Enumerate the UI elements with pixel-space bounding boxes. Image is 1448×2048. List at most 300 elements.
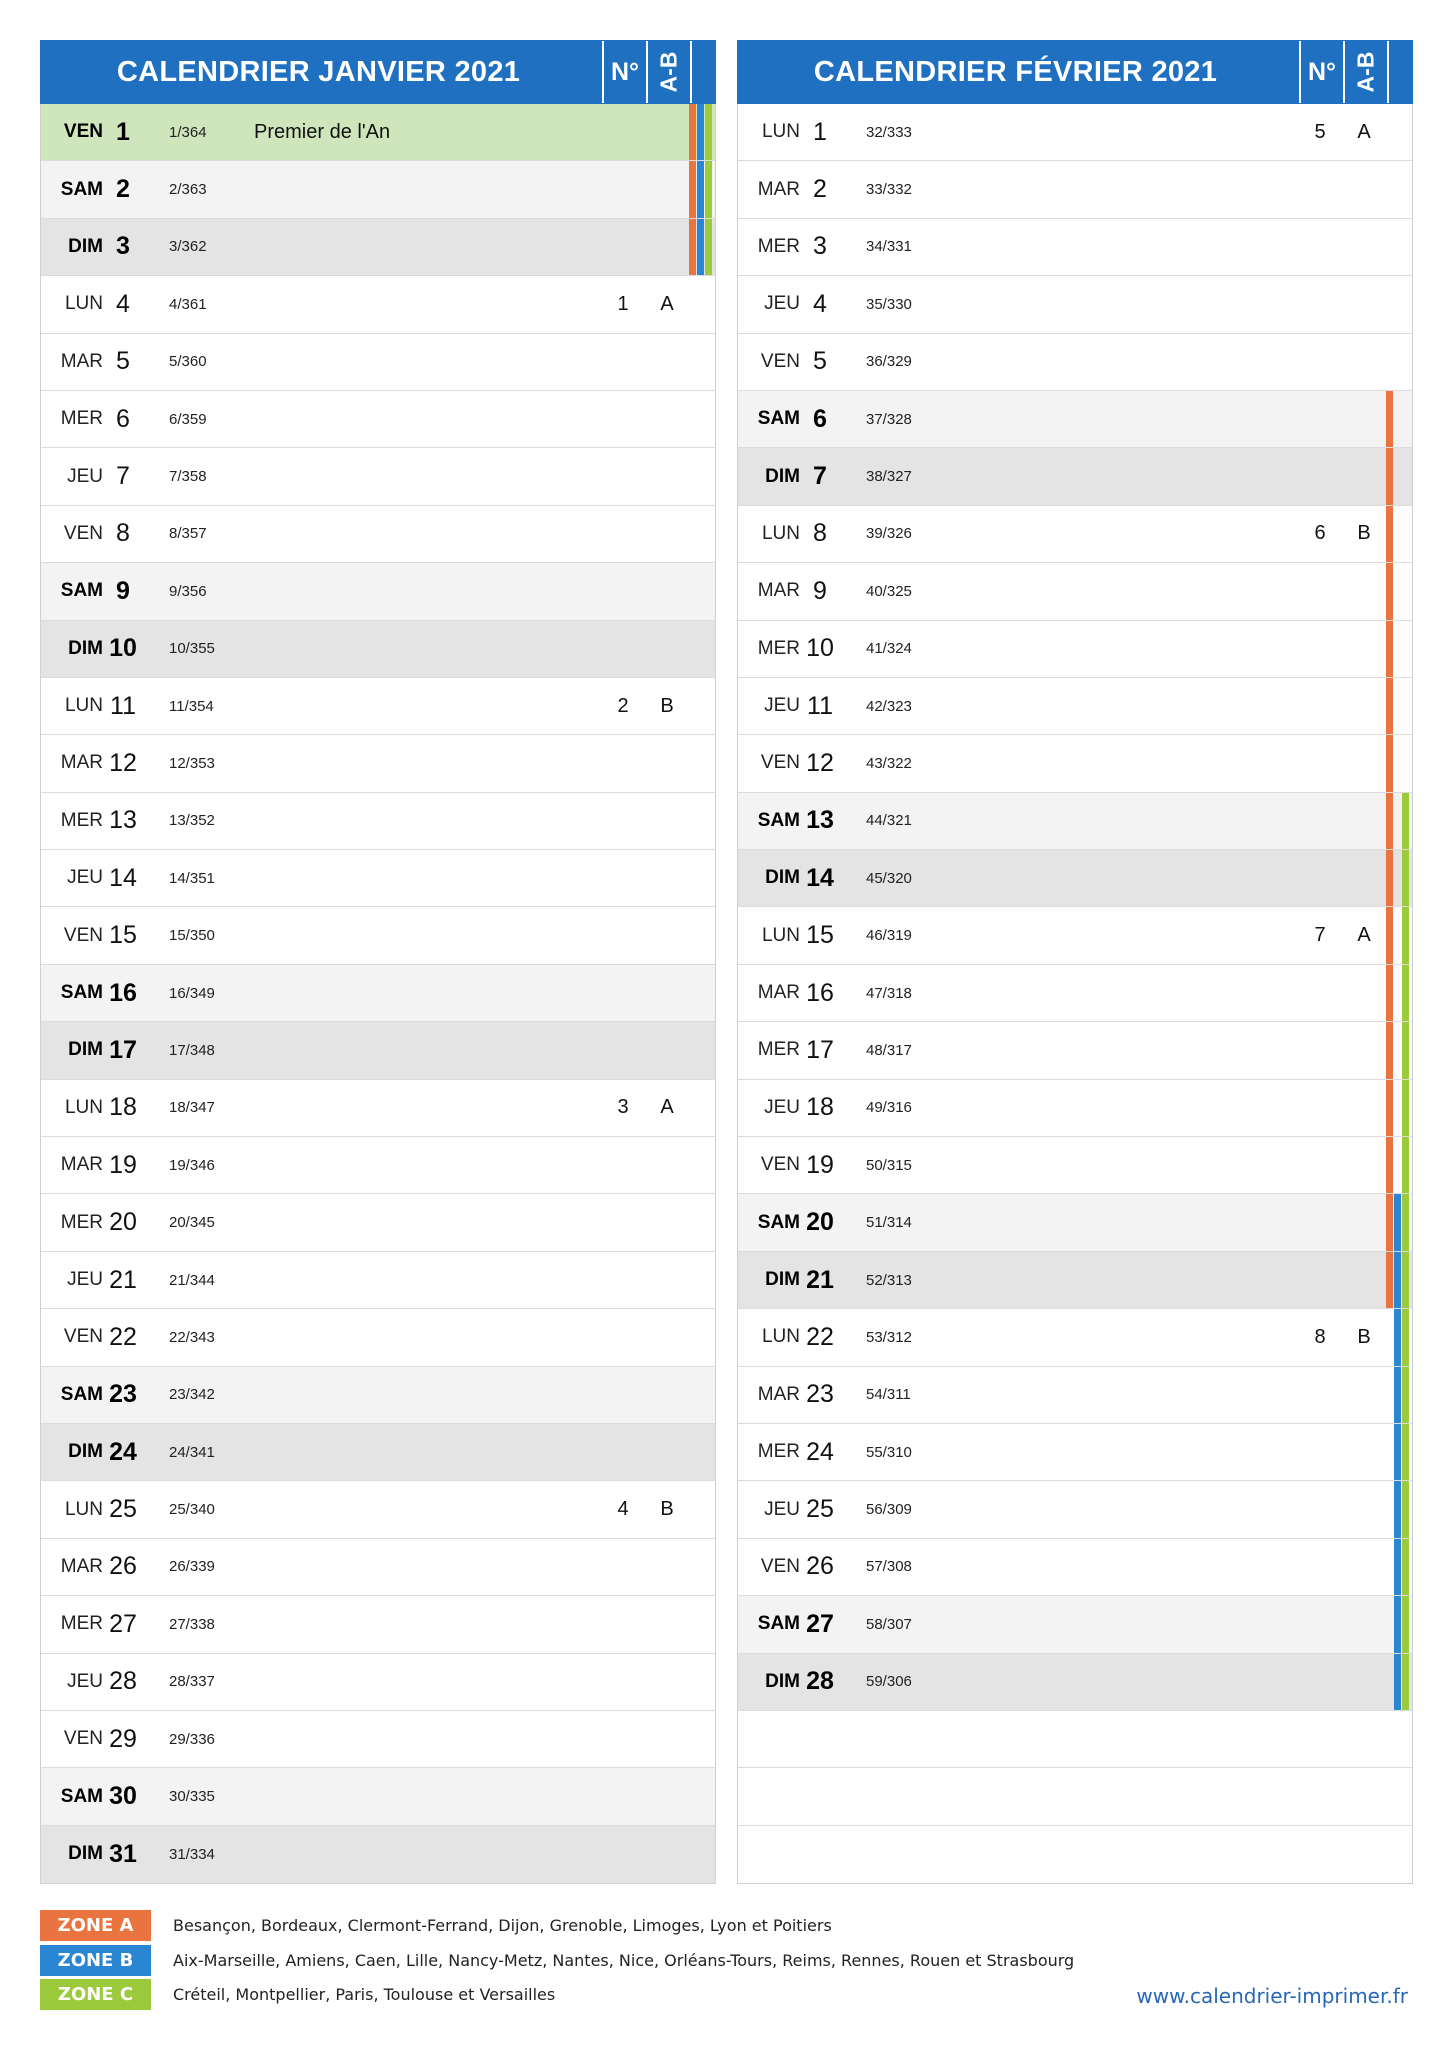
zone-a-holiday-bar [1386, 391, 1393, 447]
day-row [738, 850, 1412, 907]
day-of-year: 34/331 [866, 238, 912, 256]
day-row [41, 276, 715, 333]
day-row [41, 448, 715, 505]
zone-c-holiday-bar [1402, 965, 1409, 1021]
day-of-week: JEU [764, 293, 800, 315]
day-number: 4 [813, 289, 827, 318]
day-row [41, 1424, 715, 1481]
day-of-year: 44/321 [866, 812, 912, 830]
day-number: 3 [116, 232, 130, 261]
calendar-title: CALENDRIER JANVIER 2021 [116, 56, 521, 88]
calendar-header [40, 40, 716, 104]
day-of-week: SAM [60, 178, 103, 200]
day-of-week: MER [60, 809, 103, 831]
day-of-week: DIM [68, 637, 103, 659]
zone-b-holiday-bar [697, 219, 704, 275]
empty-row [738, 1768, 1412, 1825]
day-number: 15 [109, 921, 137, 950]
day-of-week: MAR [60, 752, 103, 774]
day-of-week: JEU [67, 1269, 103, 1290]
day-of-year: 35/330 [866, 295, 912, 313]
day-of-year: 41/324 [866, 640, 912, 658]
zone-a-holiday-bar [1386, 563, 1393, 619]
day-of-year: 26/339 [169, 1558, 215, 1576]
day-number: 4 [116, 289, 130, 318]
zone-a-holiday-bar [1386, 965, 1393, 1021]
day-of-week: MAR [757, 982, 800, 1004]
day-of-week [738, 1711, 800, 1767]
day-of-week: MAR [757, 1383, 800, 1405]
day-of-week: VEN [760, 1555, 800, 1577]
day-of-week: MER [60, 408, 103, 430]
day-of-week: SAM [60, 982, 103, 1004]
zone-b-holiday-bar [1394, 1194, 1401, 1250]
day-of-year: 29/336 [169, 1730, 215, 1748]
day-of-year: 15/350 [169, 927, 215, 945]
day-row [738, 1194, 1412, 1251]
day-of-week: SAM [757, 809, 800, 831]
day-of-year: 25/340 [169, 1501, 215, 1519]
day-row [41, 1654, 715, 1711]
day-number: 15 [806, 921, 834, 950]
day-number: 22 [109, 1322, 137, 1351]
day-of-year: 14/351 [169, 869, 215, 887]
day-number: 18 [806, 1093, 834, 1122]
zone-a-cities: Besançon, Bordeaux, Clermont-Ferrand, Dijon, Grenoble, Limoges, Lyon et Poitiers [173, 1916, 832, 1935]
week-ab: A [1357, 924, 1371, 947]
legend-zone-b [40, 1943, 1410, 1978]
day-of-week: DIM [765, 1269, 800, 1290]
day-row [41, 161, 715, 218]
day-of-year: 7/358 [169, 468, 207, 486]
day-row [41, 735, 715, 792]
day-of-week: JEU [67, 465, 103, 487]
week-ab: B [1357, 522, 1371, 545]
day-row [738, 621, 1412, 678]
day-row [41, 621, 715, 678]
day-row [41, 1826, 715, 1883]
day-of-year: 16/349 [169, 984, 215, 1002]
day-row [41, 391, 715, 448]
day-number: 1 [813, 117, 827, 146]
day-of-year: 24/341 [169, 1443, 215, 1461]
day-of-year: 10/355 [169, 640, 215, 658]
zone-c-holiday-bar [1402, 1309, 1409, 1365]
day-of-week: VEN [760, 752, 800, 774]
day-row [738, 1654, 1412, 1711]
day-row [41, 104, 715, 161]
zone-a-holiday-bar [1386, 1194, 1393, 1250]
day-of-week: JEU [764, 695, 800, 717]
day-number: 7 [116, 462, 130, 491]
day-of-year: 38/327 [866, 468, 912, 486]
day-of-week: VEN [63, 121, 103, 143]
day-row [738, 1137, 1412, 1194]
calendar-days [737, 104, 1413, 1884]
zone-b-cities: Aix-Marseille, Amiens, Caen, Lille, Nancy-Metz, Nantes, Nice, Orléans-Tours, Reims, Rennes, Rouen et Strasbourg [173, 1950, 1075, 1970]
day-of-week: LUN [761, 1326, 800, 1348]
day-of-year: 55/310 [866, 1443, 912, 1461]
day-number: 14 [806, 863, 834, 892]
day-number: 24 [806, 1437, 834, 1466]
day-number: 24 [109, 1437, 137, 1466]
empty-row [738, 1711, 1412, 1768]
day-of-year: 50/315 [866, 1156, 912, 1174]
day-number: 26 [806, 1552, 834, 1581]
day-row [738, 1022, 1412, 1079]
day-row [738, 1481, 1412, 1538]
day-row [41, 965, 715, 1022]
week-ab: A [660, 1096, 674, 1119]
zone-c-holiday-bar [1402, 1022, 1409, 1078]
day-of-week: SAM [757, 408, 800, 430]
day-of-week: MAR [757, 178, 800, 200]
day-of-week: DIM [68, 1843, 103, 1865]
day-of-year: 54/311 [866, 1386, 911, 1404]
day-of-year: 43/322 [866, 754, 912, 772]
calendar-days [40, 104, 716, 1884]
zone-a-holiday-bar [689, 161, 696, 217]
day-of-week: JEU [67, 1670, 103, 1692]
day-number: 21 [109, 1265, 137, 1294]
zone-b-holiday-bar [1394, 1539, 1401, 1595]
day-number: 20 [109, 1208, 137, 1237]
day-of-year: 21/344 [169, 1271, 215, 1289]
day-of-year: 1/364 [169, 123, 207, 141]
day-of-week: JEU [764, 1096, 800, 1118]
day-of-year: 48/317 [866, 1041, 912, 1059]
day-of-week: MER [60, 1211, 103, 1233]
day-of-year: 58/307 [866, 1615, 912, 1633]
day-of-year: 57/308 [866, 1558, 912, 1576]
day-of-week: VEN [63, 522, 103, 544]
day-number: 23 [806, 1380, 834, 1409]
zone-c-holiday-bar [1402, 793, 1409, 849]
zone-c-holiday-bar [1402, 1194, 1409, 1250]
zone-c-holiday-bar [1402, 1539, 1409, 1595]
day-number: 20 [806, 1208, 834, 1237]
day-row [738, 1080, 1412, 1137]
day-row [41, 1252, 715, 1309]
day-of-year: 20/345 [169, 1214, 215, 1232]
day-row [738, 219, 1412, 276]
day-of-year: 31/334 [169, 1845, 215, 1863]
zone-a-holiday-bar [1386, 506, 1393, 562]
day-of-week: DIM [765, 867, 800, 889]
website-link[interactable]: www.calendrier-imprimer.fr [1136, 1984, 1408, 2008]
day-of-year: 2/363 [169, 181, 207, 199]
day-of-year: 6/359 [169, 410, 207, 428]
day-number: 19 [109, 1150, 137, 1179]
day-row [41, 1596, 715, 1653]
day-of-year: 5/360 [169, 353, 207, 371]
day-number: 9 [813, 576, 827, 605]
day-of-week: SAM [60, 580, 103, 602]
day-of-week: DIM [68, 1441, 103, 1463]
zone-b-holiday-bar [697, 161, 704, 217]
zone-a-holiday-bar [1386, 448, 1393, 504]
day-number: 11 [110, 691, 136, 720]
day-row [738, 391, 1412, 448]
week-ab: B [660, 694, 674, 717]
day-number: 10 [109, 634, 137, 663]
day-of-year: 27/338 [169, 1615, 215, 1633]
day-row [41, 1080, 715, 1137]
day-of-week: VEN [760, 1154, 800, 1176]
day-of-week: MER [757, 1039, 800, 1061]
week-number [602, 104, 644, 160]
day-row [41, 678, 715, 735]
zone-a-holiday-bar [1386, 1022, 1393, 1078]
zone-a-holiday-bar [1386, 678, 1393, 734]
day-of-week: LUN [64, 695, 103, 717]
day-row [738, 735, 1412, 792]
week-ab [646, 104, 688, 160]
day-row [738, 506, 1412, 563]
day-number: 27 [806, 1609, 834, 1638]
day-row [738, 965, 1412, 1022]
day-row [738, 793, 1412, 850]
day-number: 7 [813, 462, 827, 491]
day-of-week: SAM [60, 1383, 103, 1405]
day-number: 31 [109, 1839, 137, 1868]
day-number: 1 [116, 117, 130, 146]
day-number: 30 [109, 1782, 137, 1811]
zone-a-holiday-bar [1386, 907, 1393, 963]
day-number: 18 [109, 1093, 137, 1122]
day-of-year: 4/361 [169, 295, 207, 313]
day-row [41, 1539, 715, 1596]
day-number: 19 [806, 1150, 834, 1179]
day-of-year: 59/306 [866, 1673, 912, 1691]
day-of-week: JEU [764, 1498, 800, 1520]
day-of-year: 8/357 [169, 525, 207, 543]
zone-b-badge: ZONE B [40, 1945, 151, 1976]
zone-c-holiday-bar [1402, 1080, 1409, 1136]
zone-a-holiday-bar [1386, 793, 1393, 849]
day-number: 17 [109, 1035, 137, 1064]
week-number: 7 [1314, 924, 1326, 947]
day-row [738, 276, 1412, 333]
day-of-year: 28/337 [169, 1673, 215, 1691]
day-row [738, 334, 1412, 391]
day-row [738, 1252, 1412, 1309]
day-number: 2 [116, 175, 130, 204]
day-number: 8 [813, 519, 827, 548]
zone-a-holiday-bar [1386, 1080, 1393, 1136]
day-of-week: SAM [757, 1613, 800, 1635]
day-number: 12 [806, 748, 834, 777]
zone-c-holiday-bar [705, 104, 712, 160]
day-row [41, 563, 715, 620]
day-row [41, 850, 715, 907]
day-of-week: SAM [60, 1785, 103, 1807]
day-row [41, 1711, 715, 1768]
day-number [800, 1826, 840, 1883]
day-of-year: 36/329 [866, 353, 912, 371]
zone-c-holiday-bar [1402, 1252, 1409, 1308]
day-of-year: 13/352 [169, 812, 215, 830]
day-of-week: LUN [761, 121, 800, 143]
day-of-year: 30/335 [169, 1788, 215, 1806]
day-of-year: 17/348 [169, 1041, 215, 1059]
day-row [41, 1768, 715, 1825]
day-of-year: 39/326 [866, 525, 912, 543]
day-of-year: 32/333 [866, 123, 912, 141]
day-row [41, 907, 715, 964]
day-of-year: 42/323 [866, 697, 912, 715]
day-row [41, 1481, 715, 1538]
week-ab: A [660, 292, 674, 315]
zone-a-holiday-bar [1386, 1137, 1393, 1193]
zone-c-holiday-bar [1402, 1654, 1409, 1710]
day-number [800, 1711, 840, 1767]
day-of-week [738, 1768, 800, 1824]
day-number: 5 [116, 347, 130, 376]
day-number: 25 [109, 1495, 137, 1524]
day-row [738, 1424, 1412, 1481]
day-of-year: 52/313 [866, 1271, 912, 1289]
zone-b-holiday-bar [697, 104, 704, 160]
ab-header: A-B [1343, 41, 1389, 103]
day-row [41, 1194, 715, 1251]
day-of-week: MAR [60, 1555, 103, 1577]
day-row [738, 1367, 1412, 1424]
day-of-year: 37/328 [866, 410, 912, 428]
zone-a-holiday-bar [689, 104, 696, 160]
day-of-week: DIM [68, 235, 103, 257]
day-row [41, 506, 715, 563]
week-number: 2 [617, 694, 629, 717]
day-number: 5 [813, 347, 827, 376]
day-of-week: JEU [67, 867, 103, 889]
zone-b-holiday-bar [1394, 1367, 1401, 1423]
day-of-week: MER [757, 1441, 800, 1463]
zone-a-badge: ZONE A [40, 1910, 151, 1941]
day-of-week: VEN [63, 1728, 103, 1750]
day-of-week: DIM [68, 1039, 103, 1061]
zone-c-holiday-bar [1402, 850, 1409, 906]
calendar-title: CALENDRIER FÉVRIER 2021 [813, 56, 1218, 88]
day-number: 6 [116, 404, 130, 433]
day-number: 3 [813, 232, 827, 261]
day-of-year: 40/325 [866, 582, 912, 600]
zone-a-holiday-bar [1386, 735, 1393, 791]
zone-c-badge: ZONE C [40, 1979, 151, 2010]
day-of-year: 19/346 [169, 1156, 215, 1174]
week-ab: B [660, 1498, 674, 1521]
day-of-week: VEN [63, 924, 103, 946]
day-row [738, 907, 1412, 964]
day-of-week: MER [60, 1613, 103, 1635]
zone-b-holiday-bar [1394, 1596, 1401, 1652]
legend-zone-a [40, 1908, 1410, 1943]
day-row [738, 1596, 1412, 1653]
day-number [800, 1768, 840, 1824]
day-number: 13 [806, 806, 834, 835]
day-of-year: 49/316 [866, 1099, 912, 1117]
week-number-header: N° [602, 41, 646, 103]
calendar-january [40, 40, 716, 1884]
day-of-week: VEN [760, 350, 800, 372]
day-of-week: MAR [757, 580, 800, 602]
day-number: 12 [109, 748, 137, 777]
day-number: 14 [109, 863, 137, 892]
day-of-year: 53/312 [866, 1328, 912, 1346]
zone-b-holiday-bar [1394, 1309, 1401, 1365]
zone-c-holiday-bar [1402, 1596, 1409, 1652]
day-of-year: 45/320 [866, 869, 912, 887]
day-of-year: 9/356 [169, 582, 207, 600]
day-row [738, 1539, 1412, 1596]
zone-a-holiday-bar [1386, 621, 1393, 677]
day-row [738, 161, 1412, 218]
day-row [41, 334, 715, 391]
day-number: 13 [109, 806, 137, 835]
week-number-header: N° [1299, 41, 1343, 103]
event-label: Premier de l'An [254, 120, 391, 143]
day-row [738, 104, 1412, 161]
day-row [41, 1137, 715, 1194]
day-of-week: DIM [765, 1670, 800, 1692]
day-of-week [738, 1826, 800, 1883]
day-of-week: VEN [63, 1326, 103, 1348]
day-number: 6 [813, 404, 827, 433]
day-number: 9 [116, 576, 130, 605]
empty-row [738, 1826, 1412, 1883]
week-ab: B [1357, 1325, 1371, 1348]
day-of-year: 23/342 [169, 1386, 215, 1404]
zone-b-holiday-bar [1394, 1424, 1401, 1480]
zone-c-cities: Créteil, Montpellier, Paris, Toulouse et Versailles [173, 1985, 556, 2004]
day-of-week: MER [757, 235, 800, 257]
day-of-week: MER [757, 637, 800, 659]
zone-a-holiday-bar [1386, 1252, 1393, 1308]
week-number: 5 [1314, 120, 1326, 143]
day-row [738, 678, 1412, 735]
day-number: 16 [806, 978, 834, 1007]
day-number: 10 [806, 634, 834, 663]
day-number: 22 [806, 1322, 834, 1351]
calendar-february [737, 40, 1413, 1884]
zone-b-holiday-bar [1394, 1252, 1401, 1308]
day-number: 26 [109, 1552, 137, 1581]
day-row [738, 563, 1412, 620]
day-of-year: 12/353 [169, 754, 215, 772]
zone-c-holiday-bar [1402, 1424, 1409, 1480]
day-of-week: LUN [64, 1096, 103, 1118]
day-number: 21 [806, 1265, 834, 1294]
day-of-year: 11/354 [169, 697, 214, 715]
week-number: 3 [617, 1096, 629, 1119]
zone-a-holiday-bar [689, 219, 696, 275]
zone-c-holiday-bar [1402, 1367, 1409, 1423]
day-of-year: 47/318 [866, 984, 912, 1002]
day-of-week: LUN [761, 924, 800, 946]
day-of-week: LUN [64, 1498, 103, 1520]
day-row [41, 1367, 715, 1424]
day-row [738, 448, 1412, 505]
day-number: 29 [109, 1724, 137, 1753]
zone-a-holiday-bar [1386, 850, 1393, 906]
day-of-week: DIM [765, 465, 800, 487]
day-of-year: 56/309 [866, 1501, 912, 1519]
week-number: 4 [617, 1498, 629, 1521]
week-ab: A [1357, 120, 1371, 143]
day-row [41, 219, 715, 276]
day-of-week: SAM [757, 1211, 800, 1233]
week-number: 8 [1314, 1325, 1326, 1348]
